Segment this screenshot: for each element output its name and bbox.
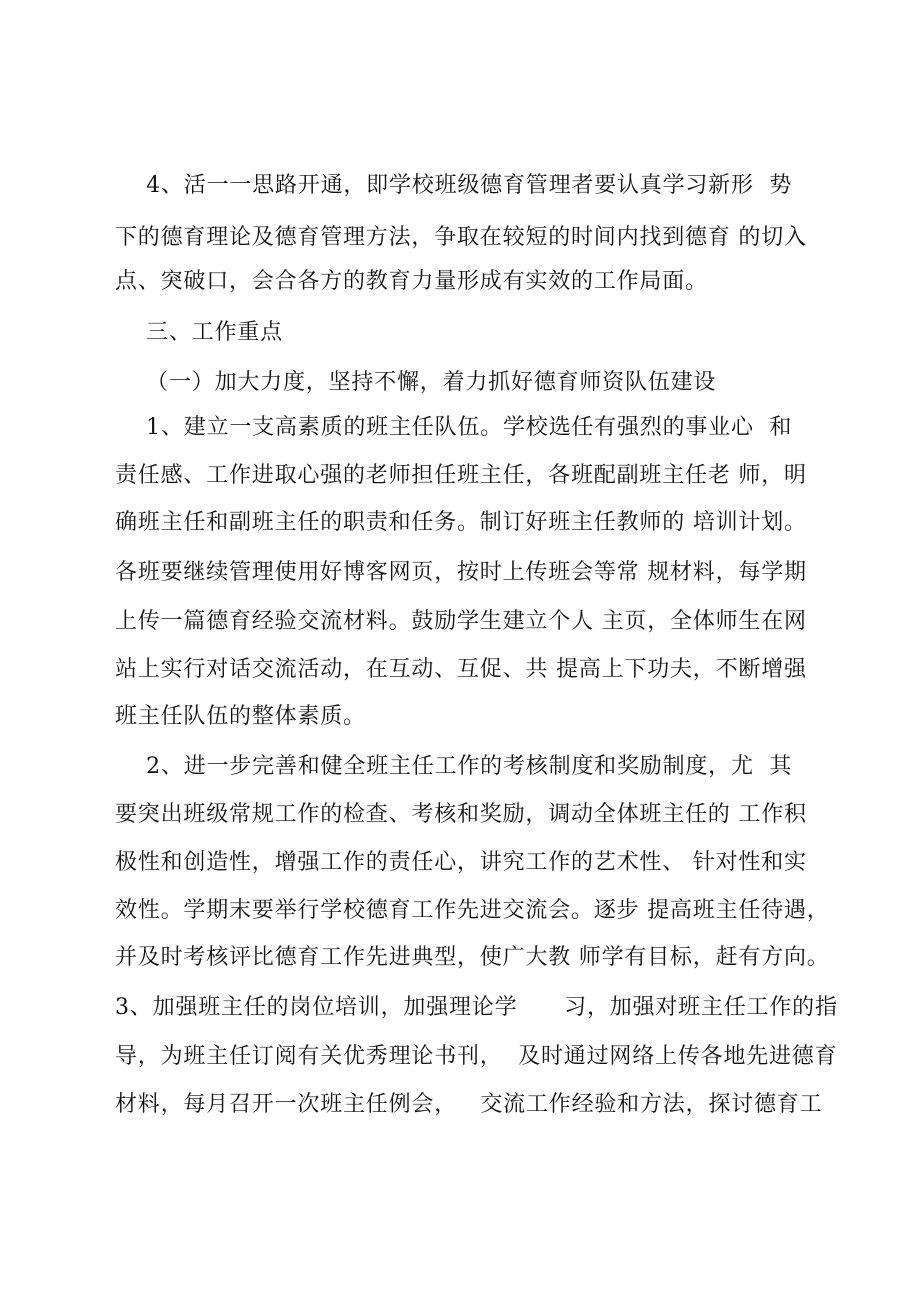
text-line: 点、突破口，会合各方的教育力量形成有实效的工作局面。	[115, 269, 708, 294]
text-line: 站上实行对话交流活动，在互动、互促、共 提高上下功夫，不断增强	[115, 657, 807, 682]
text-line: 各班要继续管理使用好博客网页，按时上传班会等常 规材料，每学期	[115, 560, 807, 585]
text-line: 导，为班主任订阅有关优秀理论书刊， 及时通过网络上传各地先进德育	[115, 1044, 838, 1069]
text-line: 材料，每月召开一次班主任例会， 交流工作经验和方法，探讨德育工	[115, 1092, 823, 1117]
subsection-heading: （一）加大力度，坚持不懈，着力抓好德育师资队伍建设	[115, 370, 717, 395]
text-line: 上传一篇德育经验交流材料。鼓励学生建立个人 主页，全体师生在网	[115, 609, 807, 634]
section-heading: 三、工作重点	[115, 320, 283, 345]
text-line: 3、加强班主任的岗位培训，加强理论学 习，加强对班主任工作的指	[115, 995, 838, 1020]
text-line: 2、进一步完善和健全班主任工作的考核制度和奖励制度，尤 其	[115, 754, 793, 779]
text-line: 效性。学期末要举行学校德育工作先进交流会。逐步 提高班主任待遇，	[115, 898, 830, 923]
text-line: 班主任队伍的整体素质。	[115, 704, 366, 729]
text-line: 极性和创造性，增强工作的责任心，讲究工作的艺术性、 针对性和实	[115, 850, 807, 875]
text-line: 1、建立一支高素质的班主任队伍。学校选任有强烈的事业心 和	[115, 415, 793, 440]
text-line: 下的德育理论及德育管理方法，争取在较短的时间内找到德育 的切入	[115, 225, 807, 250]
text-line: 确班主任和副班主任的职责和任务。制订好班主任教师的 培训计划。	[115, 510, 807, 535]
text-line: 责任感、工作进取心强的老师担任班主任，各班配副班主任老 师，明	[115, 463, 807, 488]
text-line: 要突出班级常规工作的检查、考核和奖励，调动全体班主任的 工作积	[115, 802, 807, 827]
text-line: 4、活一一思路开通，即学校班级德育管理者要认真学习新形 势	[115, 173, 793, 198]
text-line: 并及时考核评比德育工作先进典型，使广大教 师学有目标，赶有方向。	[115, 945, 830, 970]
